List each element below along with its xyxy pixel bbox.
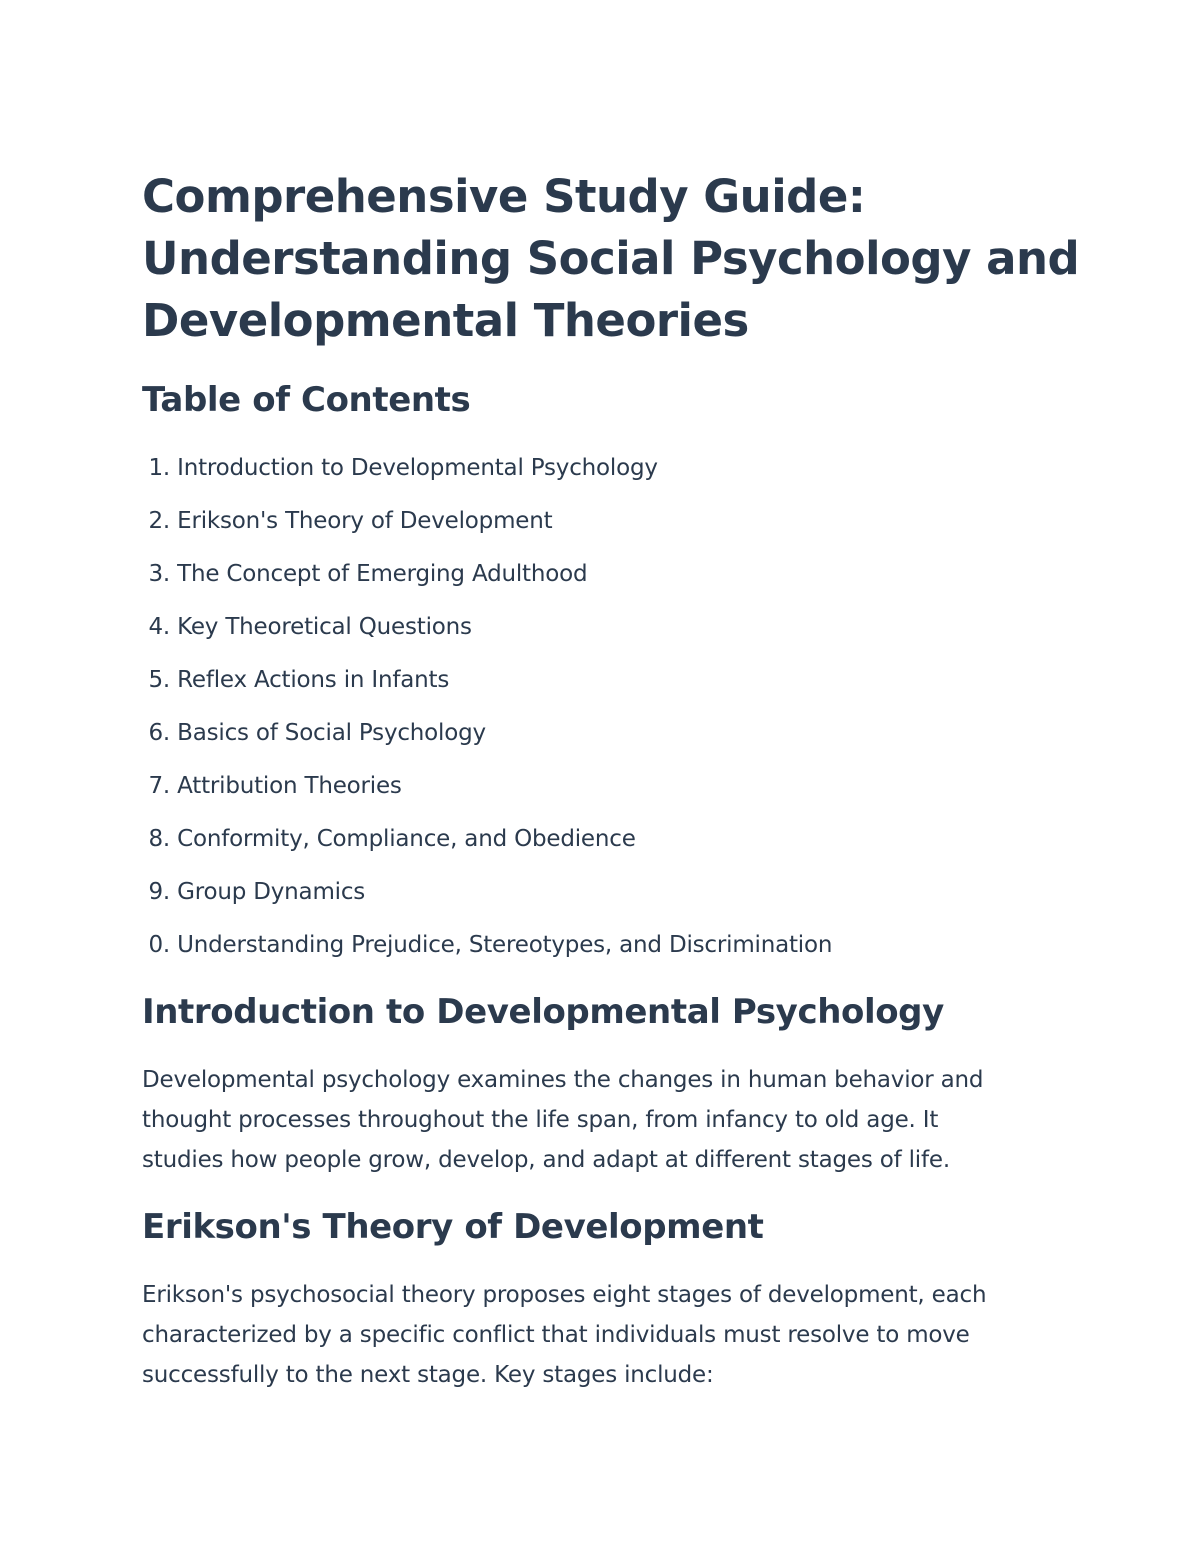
paragraph-line: thought processes throughout the life span, from infancy to old age. It <box>142 1107 939 1133</box>
toc-item-number: 4. <box>148 614 170 640</box>
toc-item-label: The Concept of Emerging Adulthood <box>177 561 588 587</box>
toc-item-number: 2. <box>148 508 170 534</box>
title-line: Understanding Social Psychology and <box>142 232 1080 285</box>
toc-item-number: 5. <box>148 667 170 693</box>
toc-item-label: Group Dynamics <box>177 879 366 905</box>
toc-item[interactable] <box>142 663 832 716</box>
toc-item-number: 0. <box>148 932 170 958</box>
paragraph-line: successfully to the next stage. Key stages include: <box>142 1362 714 1388</box>
toc-item-label: Erikson's Theory of Development <box>177 508 553 534</box>
toc-item[interactable] <box>142 822 832 875</box>
toc-item-number: 6. <box>148 720 170 746</box>
toc-item-label: Understanding Prejudice, Stereotypes, and Discrimination <box>177 932 833 958</box>
toc-item[interactable] <box>142 769 832 822</box>
paragraph-line: characterized by a specific conflict that individuals must resolve to move <box>142 1322 970 1348</box>
paragraph-line: Erikson's psychosocial theory proposes eight stages of development, each <box>142 1282 987 1308</box>
toc-heading: Table of Contents <box>142 380 471 420</box>
section-paragraph-intro <box>142 1060 1072 1180</box>
toc-item-number: 3. <box>148 561 170 587</box>
toc-item[interactable] <box>142 504 832 557</box>
section-heading-erikson: Erikson's Theory of Development <box>142 1207 764 1247</box>
section-paragraph-erikson <box>142 1275 1072 1395</box>
toc-item[interactable] <box>142 451 832 504</box>
toc-item-label: Basics of Social Psychology <box>177 720 486 746</box>
toc-item[interactable] <box>142 928 832 981</box>
toc-item-label: Attribution Theories <box>177 773 402 799</box>
toc-item-label: Reflex Actions in Infants <box>177 667 450 693</box>
table-of-contents <box>142 451 832 981</box>
toc-item-number: 7. <box>148 773 170 799</box>
paragraph-line: Developmental psychology examines the changes in human behavior and <box>142 1067 984 1093</box>
paragraph-line: studies how people grow, develop, and adapt at different stages of life. <box>142 1147 950 1173</box>
toc-item-number: 8. <box>148 826 170 852</box>
toc-item-number: 9. <box>148 879 170 905</box>
toc-item[interactable] <box>142 610 832 663</box>
toc-item-number: 1. <box>148 455 170 481</box>
title-line: Developmental Theories <box>142 294 749 347</box>
toc-item[interactable] <box>142 716 832 769</box>
toc-item[interactable] <box>142 875 832 928</box>
title-line: Comprehensive Study Guide: <box>142 170 866 223</box>
document-title <box>142 166 1082 352</box>
section-heading-intro: Introduction to Developmental Psychology <box>142 992 944 1032</box>
toc-item-label: Conformity, Compliance, and Obedience <box>177 826 636 852</box>
toc-item-label: Introduction to Developmental Psychology <box>177 455 658 481</box>
toc-item[interactable] <box>142 557 832 610</box>
toc-item-label: Key Theoretical Questions <box>177 614 472 640</box>
